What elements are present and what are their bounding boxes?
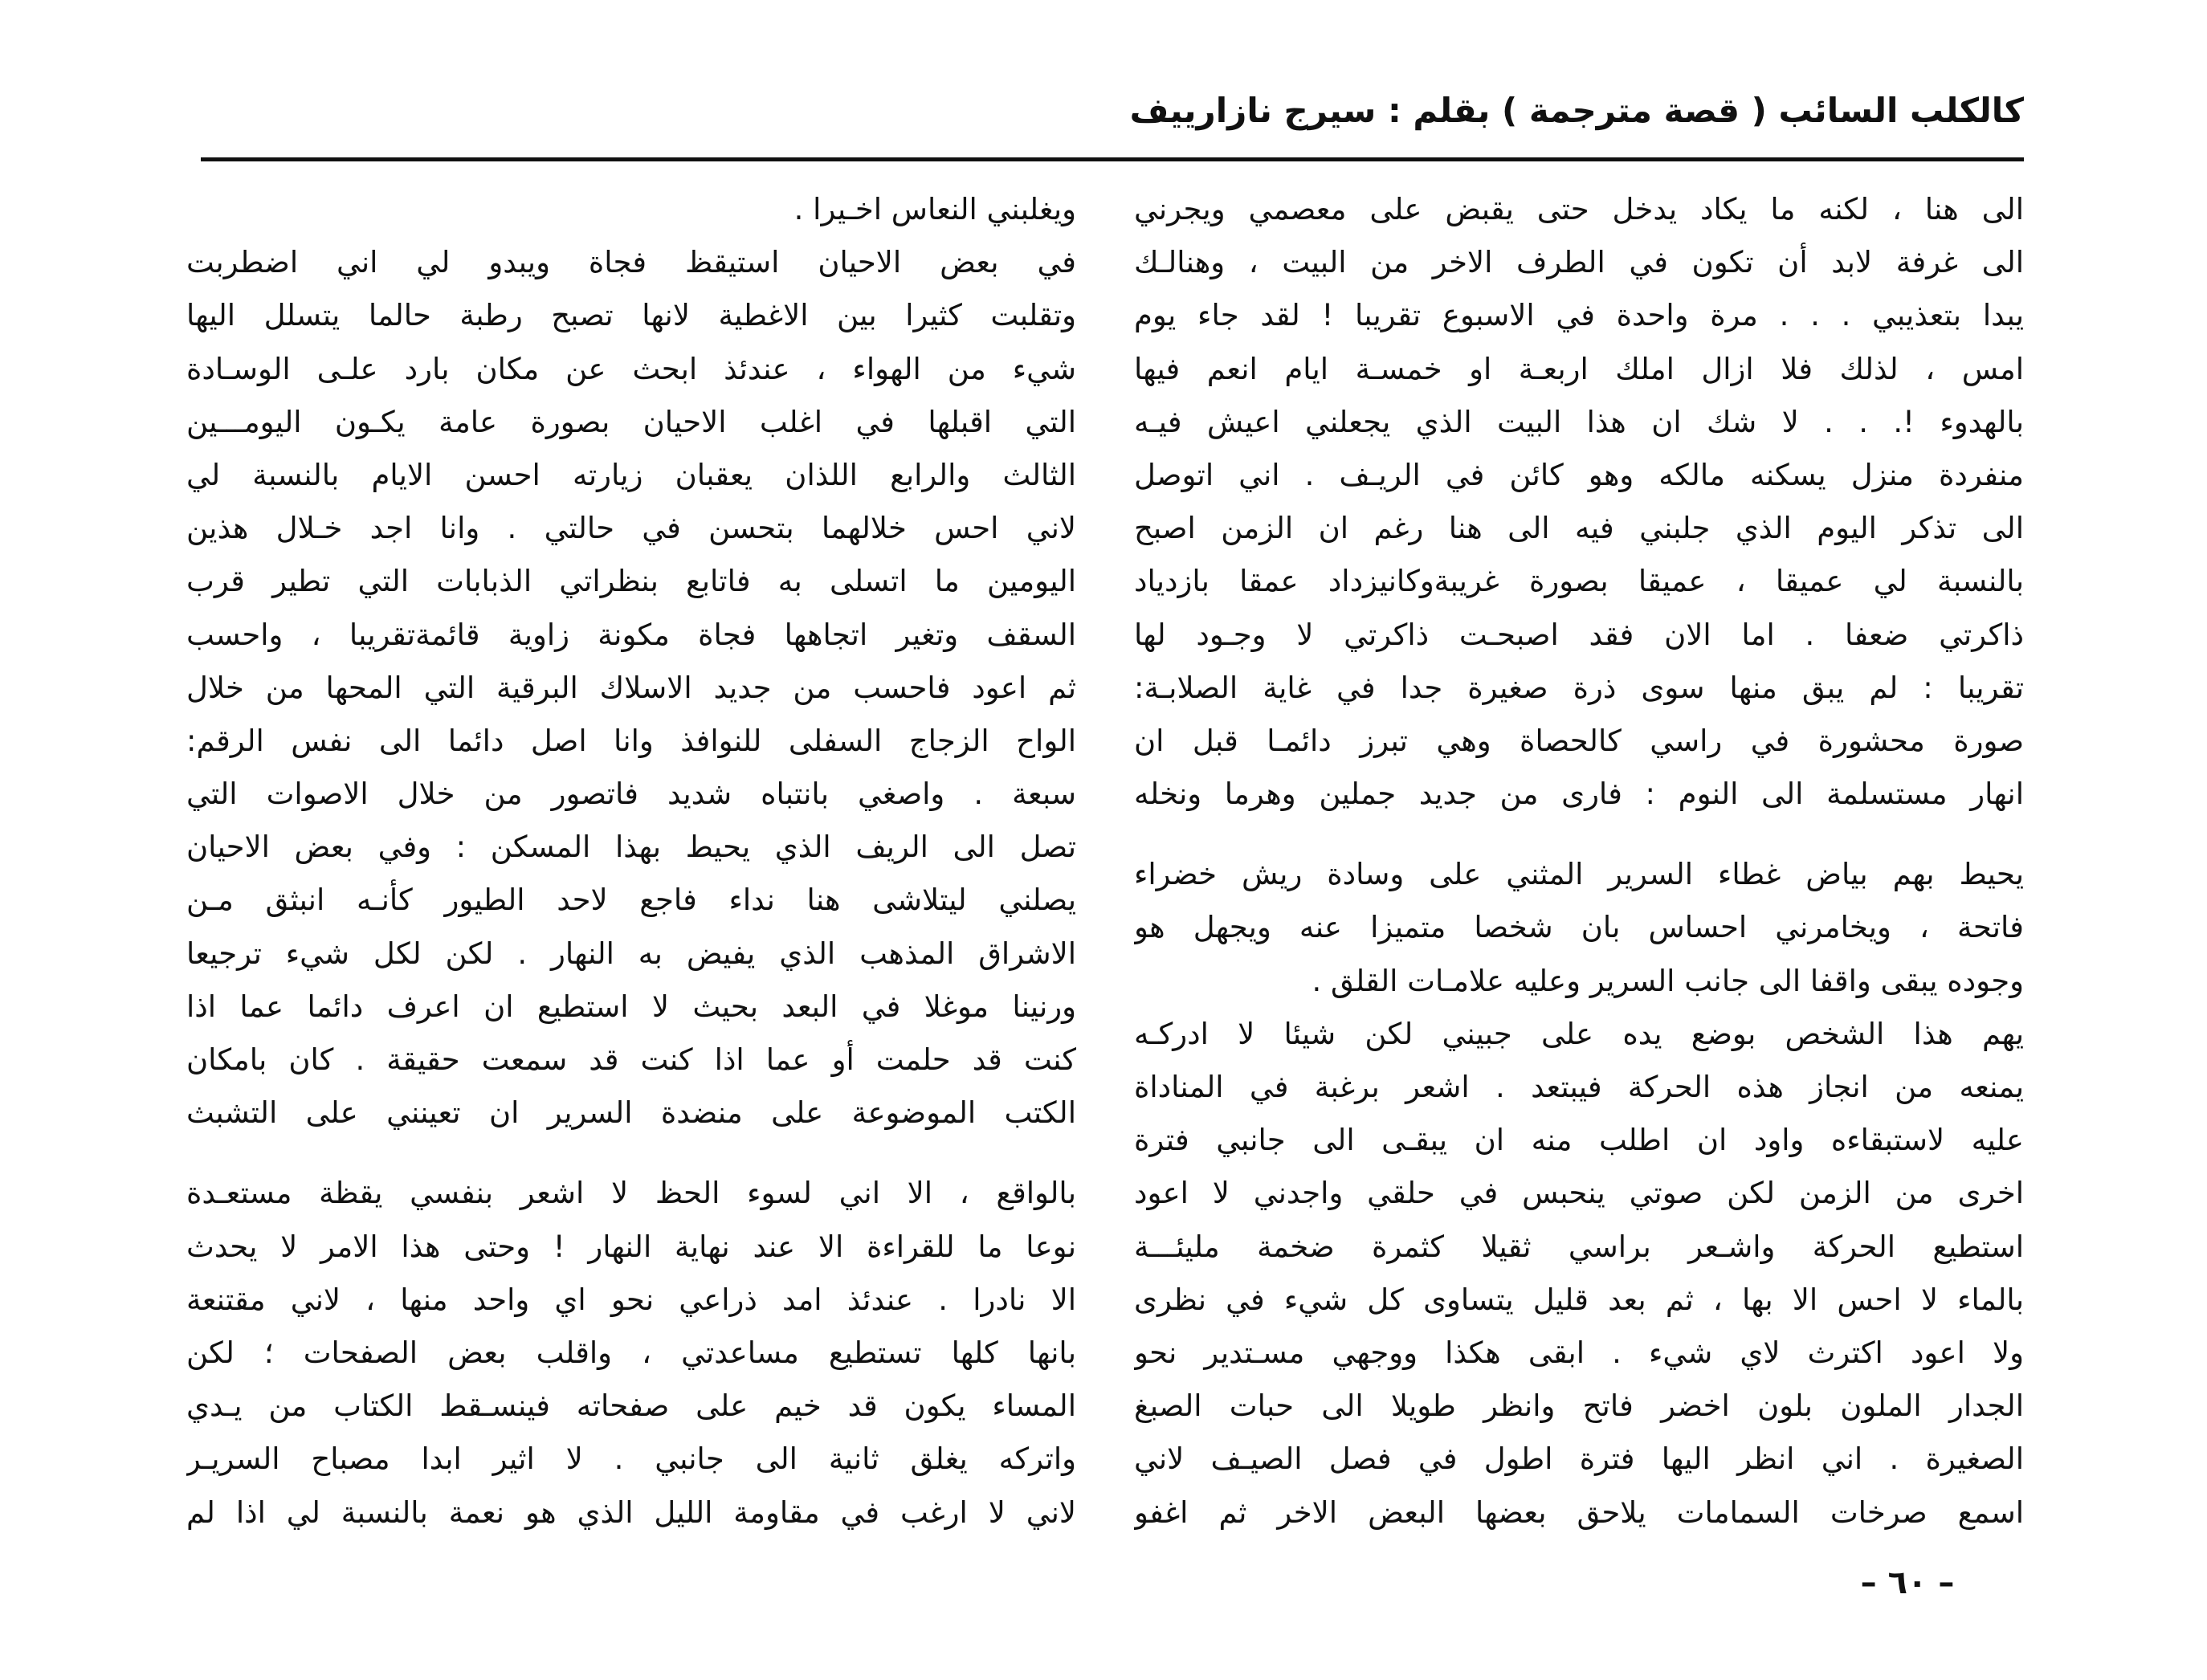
text-line: بالنسبة لي عميقا ، عميقا بصورة غريبةوكانيزداد عمقا بازدياد xyxy=(1134,564,2024,599)
text-line: اليومين ما اتسلى به فاتابع بنظراتي الذبابات التي تطير قرب xyxy=(186,564,1076,599)
text-line: في بعض الاحيان استيقظ فجاة ويبدو لي اني اضطربت xyxy=(186,245,1076,280)
paragraph xyxy=(186,1167,1076,1539)
text-line: يبدا بتعذيبي . . . مرة واحدة في الاسبوع تقريبا ! لقد جاء يوم xyxy=(1134,298,2024,333)
text-line: كنت قد حلمت أو عما اذا كنت قد سمعت حقيقة . كان بامكان xyxy=(186,1042,1076,1077)
text-line: الى هنا ، لكنه ما يكاد يدخل حتى يقبض على معصمي ويجرني xyxy=(1134,192,2024,226)
text-line: الصغيرة . اني انظر اليها فترة اطول في فصل الصيـف لاني xyxy=(1134,1441,2024,1477)
text-line: ثم اعود فاحسب من جديد الاسلاك البرقية التي المحها من خلال xyxy=(186,670,1076,705)
text-line: يصلني ليتلاشى هنا نداء فاجع لاحد الطيور كأنـه انبثق مـن xyxy=(186,883,1076,918)
text-line: التي اقبلها في اغلب الاحيان بصورة عامة يكـون اليومـــين xyxy=(186,404,1076,439)
text-line: بانها كلها تستطيع مساعدتي ، واقلب بعض الصفحات ؛ لكن xyxy=(186,1335,1076,1370)
text-line: الى غرفة لابد أن تكون في الطرف الاخر من البيت ، وهنالـك xyxy=(1134,245,2024,280)
left-column xyxy=(186,183,1076,1539)
header-divider xyxy=(201,157,2024,161)
text-line: شيء من الهواء ، عندئذ ابحث عن مكان بارد علـى الوسـادة xyxy=(186,351,1076,386)
paragraph-gap xyxy=(1134,821,2024,848)
paragraph xyxy=(1134,1008,2024,1539)
text-line: الثالث والرابع اللذان يعقبان زيارته احسن الايام بالنسبة لي xyxy=(186,457,1076,492)
text-line: ورنينا موغلا في البعد بحيث لا استطيع ان اعرف دائما عما اذا xyxy=(186,989,1076,1024)
text-line: الواح الزجاج السفلى للنوافذ وانا اصل دائما الى نفس الرقم: xyxy=(186,723,1076,758)
text-line: فاتحة ، ويخامرني احساس بان شخصا متميزا عنه ويجهل هو xyxy=(1134,910,2024,945)
text-line: واتركه يغلق ثانية الى جانبي . لا اثير ابدا مصباح السريـر xyxy=(186,1441,1076,1477)
text-line: انهار مستسلمة الى النوم : فارى من جديد جملين وهرما ونخله xyxy=(1134,777,2024,812)
paragraph xyxy=(186,236,1076,1140)
text-line: السقف وتغير اتجاهها فجاة مكونة زاوية قائمةتقريبا ، واحسب xyxy=(186,617,1076,652)
text-line: الاشراق المذهب الذي يفيض به النهار . لكن لكل شيء ترجيعا xyxy=(186,936,1076,971)
text-line: المساء يكون قد خيم على صفحاته فينسـقط الكتاب من يـدي xyxy=(186,1388,1076,1424)
text-line: يمنعه من انجاز هذه الحركة فيبتعد . اشعر برغبة في المناداة xyxy=(1134,1070,2024,1104)
text-line: الى تذكر اليوم الذي جلبني فيه الى هنا رغم ان الزمن اصبح xyxy=(1134,511,2024,546)
text-line: نوعا ما للقراءة الا عند نهاية النهار ! وحتى هذا الامر لا يحدث xyxy=(186,1229,1076,1264)
paragraph xyxy=(1134,848,2024,1008)
text-line: الجدار الملون بلون اخضر فاتح وانظر طويلا الى حبات الصبغ xyxy=(1134,1388,2024,1424)
text-line: الكتب الموضوعة على منضدة السرير ان تعينني على التشبث xyxy=(186,1095,1076,1131)
text-line: وتقلبت كثيرا بين الاغطية لانها تصبح رطبة حالما يتسلل اليها xyxy=(186,298,1076,333)
text-line: ولا اعود اكترث لاي شيء . ابقى هكذا ووجهي مسـتدير نحو xyxy=(1134,1335,2024,1370)
text-line: لاني احس خلالهما بتحسن في حالتي . وانا اجد خـلال هذين xyxy=(186,511,1076,546)
text-line: استطيع الحركة واشـعر براسي ثقيلا كثمرة ضخمة مليئـــة xyxy=(1134,1229,2024,1264)
paragraph xyxy=(1134,183,2024,821)
text-line: اخرى من الزمن لكن صوتي ينحبس في حلقي واجدني لا اعود xyxy=(1134,1176,2024,1211)
paragraph-gap xyxy=(186,1140,1076,1167)
text-line: ويغلبني النعاس اخـيرا . xyxy=(793,192,1076,226)
text-line: تصل الى الريف الذي يحيط بهذا المسكن : وفي بعض الاحيان xyxy=(186,830,1076,865)
text-line: لاني لا ارغب في مقاومة الليل الذي هو نعمة بالنسبة لي اذا لم xyxy=(186,1494,1076,1530)
text-line: يهم هذا الشخص بوضع يده على جبيني لكن شيئا لا ادركـه xyxy=(1134,1016,2024,1051)
text-line: تقريبا : لم يبق منها سوى ذرة صغيرة جدا في غاية الصلابـة: xyxy=(1134,670,2024,705)
text-line: سبعة . واصغي بانتباه شديد فاتصور من خلال الاصوات التي xyxy=(186,777,1076,812)
text-line: الا نادرا . عندئذ امد ذراعي نحو اي واحد منها ، لاني مقتنعة xyxy=(186,1282,1076,1317)
text-line: بالماء لا احس الا بها ، ثم بعد قليل يتساوى كل شيء في نظرى xyxy=(1134,1282,2024,1317)
text-line: ذاكرتي ضعفا . اما الان فقد اصبحـت ذاكرتي لا وجـود لها xyxy=(1134,617,2024,652)
right-column xyxy=(1134,183,2024,1539)
text-line: يحيط بهم بياض غطاء السرير المثني على وسادة ريش خضراء xyxy=(1134,857,2024,892)
text-line: وجوده يبقى واقفا الى جانب السرير وعليه علامـات القلق . xyxy=(1312,963,2024,998)
text-line: صورة محشورة في راسي كالحصاة وهي تبرز دائمـا قبل ان xyxy=(1134,723,2024,758)
page-number: – ٦٠ – xyxy=(1860,1564,1955,1601)
text-line: بالهدوء !. . . لا شك ان هذا البيت الذي يجعلني اعيش فيـه xyxy=(1134,404,2024,439)
text-line: امس ، لذلك فلا ازال املك اربعـة او خمسـة ايام انعم فيها xyxy=(1134,351,2024,386)
text-line: عليه لاستبقاءه واود ان اطلب منه ان يبقـى الى جانبي فترة xyxy=(1134,1123,2024,1158)
text-line: اسمع صرخات السمامات يلاحق بعضها البعض الاخر ثم اغفو xyxy=(1134,1494,2024,1530)
text-line: منفردة منزل يسكنه مالكه وهو كائن في الريـف . اني اتوصل xyxy=(1134,457,2024,492)
text-line: بالواقع ، الا اني لسوء الحظ لا اشعر بنفسي يقظة مستعـدة xyxy=(186,1176,1076,1211)
article-title: كالكلب السائب ( قصة مترجمة ) بقلم : سيرج نازارييف xyxy=(1129,91,2024,130)
paragraph xyxy=(186,183,1076,236)
